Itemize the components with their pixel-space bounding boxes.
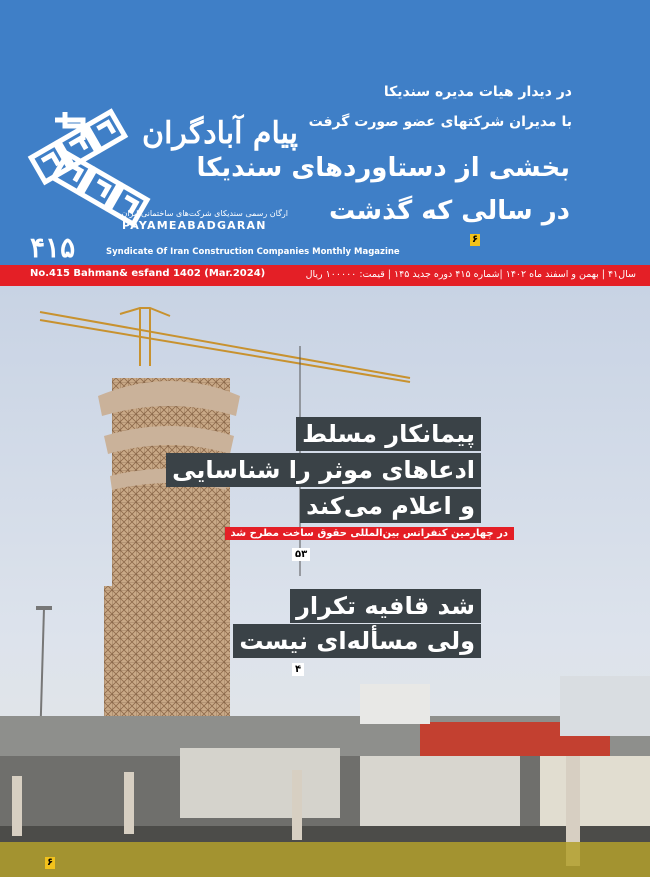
publication-info: سال۴۱ | بهمن و اسفند ماه ۱۴۰۲ |شماره ۴۱۵ دوره جدید ۱۴۵ | قیمت: ۱۰۰۰۰۰ ریال [305, 269, 636, 280]
story1-headline-line-1: پیمانکار مسلط [296, 417, 481, 451]
issue-info-latin: No.415 Bahman& esfand 1402 (Mar.2024) [30, 268, 266, 279]
brand-subtitle: ارگان رسمی سندیکای شرکت‌های ساختمانی ایران [121, 209, 288, 218]
brand-name-arabic: پیام آبادگران [142, 116, 298, 151]
headline-big-line-2: در سالی که گذشت [329, 196, 570, 226]
issue-number: ۴۱۵ [30, 231, 76, 264]
story2-headline-line-2: ولی مسأله‌ای نیست [233, 624, 481, 658]
story1-page-badge: ۵۳ [292, 548, 310, 561]
footer-page-marker: ۶ [47, 857, 54, 868]
headline-page-badge: ۶ [472, 234, 479, 245]
story1-headline-line-2: ادعاهای موثر را شناسایی [166, 453, 481, 487]
story2-page-badge: ۴ [292, 663, 304, 676]
story2-headline-line-1: شد قافیه تکرار [290, 589, 481, 623]
story1-subheadline: در چهارمین کنفرانس بین‌المللی حقوق ساخت مطرح شد [225, 527, 514, 540]
headline-big-line-1: بخشی از دستاوردهای سندیکا [196, 153, 570, 183]
magazine-tagline: Syndicate Of Iran Construction Companies Monthly Magazine [106, 247, 400, 257]
cover-photo-tower-and-harbor [0, 286, 650, 877]
brand-name-latin: PAYAMEABADGARAN [122, 219, 267, 232]
headline-small-line-1: در دیدار هیات مدیره سندیکا [383, 84, 572, 100]
headline-small-line-2: با مدیران شرکتهای عضو صورت گرفت [308, 114, 572, 130]
story1-headline-line-3: و اعلام می‌کند [300, 489, 481, 523]
